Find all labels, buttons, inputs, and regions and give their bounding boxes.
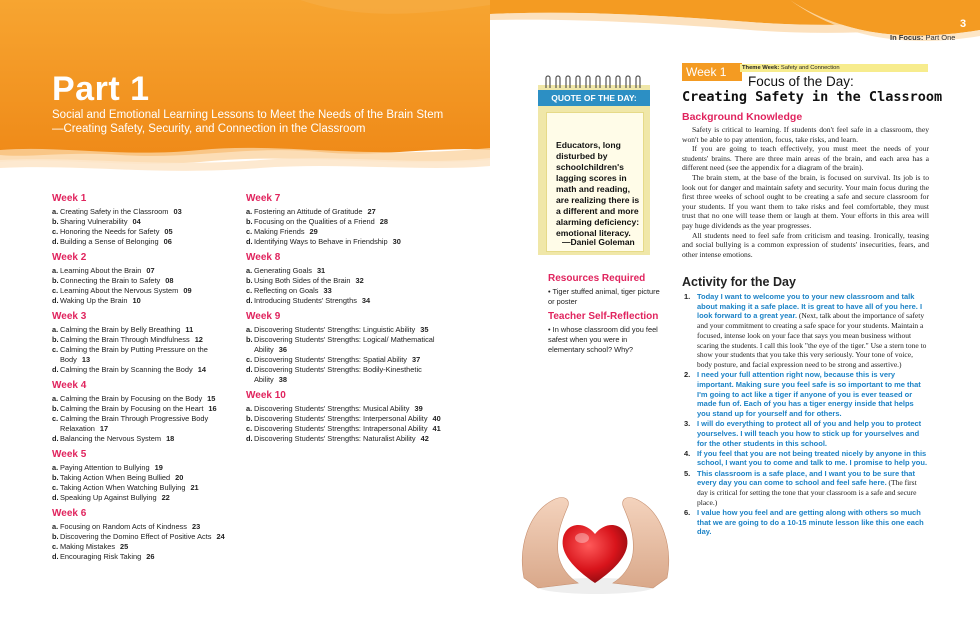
background-paragraph: All students need to feel safe from criticism and teasing. Ironically, teasing and social bullying is a common expression of students' insecurities, fears, and other intense emotions. — [682, 230, 929, 259]
toc-week-block — [52, 253, 237, 306]
toc-entry-title: Discovering Students' Strengths: Musical Ability — [254, 404, 410, 413]
toc-entry[interactable] — [52, 522, 237, 532]
toc-entry[interactable] — [52, 345, 237, 365]
toc-entry[interactable] — [52, 207, 237, 217]
toc-entry-text — [60, 237, 172, 247]
toc-entry-letter: d. — [246, 434, 253, 443]
toc-entry-title: Connecting the Brain to Safety — [60, 276, 161, 285]
toc-entry-letter: c. — [52, 483, 59, 492]
activity-item — [682, 508, 929, 537]
toc-entry-title: Introducing Students' Strengths — [254, 296, 357, 305]
toc-entry-title: Discovering Students' Strengths: Linguistic Ability — [254, 325, 416, 334]
toc-entry-text — [254, 266, 325, 276]
toc-entry-page: 15 — [207, 394, 216, 403]
running-header — [890, 33, 955, 42]
toc-entry-page: 24 — [216, 532, 225, 541]
toc-entry-title: Making Friends — [254, 227, 305, 236]
toc-entry-text — [60, 217, 141, 227]
toc-entry-letter: d. — [52, 237, 59, 246]
toc-entry-page: 14 — [197, 365, 206, 374]
toc-entry-letter: a. — [52, 394, 59, 403]
activity-item — [682, 449, 929, 468]
week-badge: Week 1 — [682, 63, 742, 81]
toc-entry-page: 23 — [191, 522, 201, 531]
toc-entry[interactable] — [246, 325, 441, 335]
reflection-item: • In whose classroom did you feel safest when you were in elementary school? Why? — [548, 325, 658, 354]
toc-entry[interactable] — [52, 266, 237, 276]
toc-entry-page: 22 — [161, 493, 170, 502]
activity-text — [697, 508, 929, 537]
toc-entry[interactable] — [52, 217, 237, 227]
toc-week-heading: Week 4 — [52, 380, 87, 391]
toc-entry-letter: c. — [52, 542, 59, 551]
toc-entry-title: Calming the Brain Through Progressive Body Relaxation — [60, 414, 209, 433]
toc-entry-title: Discovering the Domino Effect of Positive Acts — [60, 532, 212, 541]
toc-entry-letter: b. — [52, 276, 59, 285]
toc-entry-title: Calming the Brain by Scanning the Body — [60, 365, 193, 374]
toc-entry-text — [60, 493, 170, 503]
toc-week-heading: Week 2 — [52, 252, 87, 263]
lesson-title: Creating Safety in the Classroom — [682, 89, 943, 105]
toc-entry-title: Discovering Students' Strengths: Naturalist Ability — [254, 434, 416, 443]
toc-entry-text — [60, 335, 203, 345]
toc-entry-letter: a. — [52, 463, 59, 472]
toc-entry[interactable] — [52, 542, 237, 552]
quote-text: Educators, long disturbed by schoolchildren's lagging scores in math and reading, are realizing there is a different and more alarming deficiency: emotional literacy. — [556, 140, 640, 238]
running-header-rest: Part One — [925, 33, 956, 42]
toc-entry-page: 31 — [316, 266, 326, 275]
toc-entry[interactable] — [246, 365, 441, 385]
toc-entry-title: Focusing on the Qualities of a Friend — [254, 217, 375, 226]
toc-entry[interactable] — [246, 296, 441, 306]
toc-entry[interactable] — [52, 394, 237, 404]
toc-entry-page: 09 — [183, 286, 192, 295]
toc-entry-title: Paying Attention to Bullying — [60, 463, 150, 472]
toc-entry-page: 38 — [278, 375, 287, 384]
toc-entry-title: Building a Sense of Belonging — [60, 237, 159, 246]
quote-author: —Daniel Goleman — [562, 237, 635, 247]
toc-entry-text — [60, 365, 206, 375]
toc-entry[interactable] — [246, 355, 441, 365]
toc-entry-letter: a. — [52, 522, 59, 531]
toc-week-heading: Week 7 — [246, 193, 281, 204]
toc-entry-letter: b. — [52, 532, 59, 541]
toc-entry-page: 20 — [175, 473, 184, 482]
toc-entry-page: 34 — [361, 296, 371, 305]
toc-week-heading: Week 3 — [52, 311, 87, 322]
toc-entry-title: Honoring the Needs for Safety — [60, 227, 160, 236]
theme-week-value: Safety and Connection — [780, 65, 840, 71]
toc-week-block — [52, 194, 237, 247]
toc-week-block — [246, 312, 441, 385]
toc-entry-title: Focusing on Random Acts of Kindness — [60, 522, 187, 531]
toc-week-block — [52, 312, 237, 375]
toc-entry-title: Generating Goals — [254, 266, 312, 275]
toc-entry[interactable] — [246, 404, 441, 414]
toc-entry-letter: c. — [52, 414, 59, 423]
toc-entry[interactable] — [52, 434, 237, 444]
activity-item — [682, 292, 929, 370]
toc-entry-text — [254, 424, 441, 434]
reflection-heading: Teacher Self-Reflection — [548, 311, 659, 322]
toc-entry[interactable] — [246, 276, 441, 286]
toc-entry-title: Discovering Students' Strengths: Spatial Ability — [254, 355, 407, 364]
activity-item — [682, 419, 929, 448]
toc-entry-title: Learning About the Nervous System — [60, 286, 179, 295]
toc-entry[interactable] — [246, 266, 441, 276]
toc-entry-title: Creating Safety in the Classroom — [60, 207, 169, 216]
toc-entry-title: Taking Action When Being Bullied — [60, 473, 171, 482]
toc-entry-text — [60, 532, 225, 542]
toc-entry-letter: c. — [52, 286, 59, 295]
toc-entry-page: 16 — [208, 404, 217, 413]
toc-entry-text — [254, 365, 441, 385]
toc-entry-text — [254, 276, 364, 286]
toc-entry-letter: b. — [52, 473, 59, 482]
toc-entry-title: Discovering Students' Strengths: Logical/ Mathematical Ability — [254, 335, 435, 354]
toc-entry-text — [254, 207, 376, 217]
toc-entry-letter: d. — [52, 493, 59, 502]
toc-entry-page: 26 — [146, 552, 155, 561]
toc-entry-text — [60, 414, 237, 434]
toc-entry-text — [254, 434, 429, 444]
toc-week-block — [246, 391, 441, 444]
toc-entry-title: Learning About the Brain — [60, 266, 142, 275]
toc-entry-title: Reflecting on Goals — [254, 286, 319, 295]
toc-entry[interactable] — [52, 335, 237, 345]
activity-text — [697, 419, 929, 448]
activity-number: 4. — [684, 448, 691, 458]
toc-entry[interactable] — [52, 237, 237, 247]
focus-title: Focus of the Day: — [748, 74, 854, 89]
activity-script: I value how you feel and are getting along with others so much that we are going to do a 10-15 minute lesson like this one each day. — [697, 507, 924, 537]
toc-entry-page: 12 — [194, 335, 203, 344]
toc-entry-letter: a. — [246, 266, 253, 275]
activity-text — [697, 469, 929, 508]
toc-entry[interactable] — [52, 414, 237, 434]
background-heading: Background Knowledge — [682, 111, 803, 123]
toc-entry[interactable] — [246, 335, 441, 355]
toc-entry-page: 33 — [323, 286, 332, 295]
toc-entry-title: Speaking Up Against Bullying — [60, 493, 157, 502]
toc-column-1 — [52, 194, 237, 568]
toc-entry-text — [60, 463, 163, 473]
toc-entry-title: Taking Action When Watching Bullying — [60, 483, 186, 492]
toc-entry-letter: a. — [52, 207, 59, 216]
toc-entry-text — [254, 227, 318, 237]
toc-entry-text — [254, 217, 388, 227]
toc-entry[interactable] — [52, 325, 237, 335]
toc-entry[interactable] — [52, 227, 237, 237]
toc-entry-title: Identifying Ways to Behave in Friendship — [254, 237, 388, 246]
activity-text — [697, 449, 929, 468]
toc-entry-letter: d. — [52, 365, 59, 374]
top-orange-band — [490, 0, 980, 60]
toc-entry-text — [254, 296, 370, 306]
toc-entry-page: 42 — [420, 434, 429, 443]
toc-week-heading: Week 9 — [246, 311, 281, 322]
toc-entry-page: 11 — [185, 325, 194, 334]
background-paragraph: Safety is critical to learning. If students don't feel safe in a classroom, they won't be able to pay attention, focus, take risks, and learn. — [682, 125, 929, 144]
toc-entry-page: 18 — [166, 434, 175, 443]
toc-entry-text — [254, 286, 332, 296]
toc-entry-text — [254, 325, 428, 335]
toc-entry-title: Calming the Brain by Focusing on the Body — [60, 394, 203, 403]
toc-entry-page: 21 — [190, 483, 199, 492]
toc-entry-letter: c. — [246, 286, 253, 295]
toc-entry-page: 08 — [165, 276, 174, 285]
toc-entry-letter: c. — [246, 355, 253, 364]
toc-entry-letter: d. — [52, 296, 59, 305]
toc-entry-page: 29 — [309, 227, 318, 236]
hands-heart-image — [518, 478, 673, 598]
toc-week-block — [246, 194, 441, 247]
toc-entry[interactable] — [52, 463, 237, 473]
toc-entry-text — [60, 276, 173, 286]
activity-item — [682, 370, 929, 419]
toc-entry-title: Balancing the Nervous System — [60, 434, 162, 443]
activity-number: 2. — [684, 370, 691, 380]
activity-number: 6. — [684, 507, 691, 517]
background-paragraph: The brain stem, at the base of the brain, is focused on survival. Its job is to look out for danger and maintain safety and security. Your main focus during the first three weeks of school ought to be creating a safe and secure classroom for your students. If you want them to take risks and feel comfortable, they must trust that no one will tease them or laugh at them. Your efforts in this area will pay huge dividends as the year progresses. — [682, 172, 929, 230]
toc-entry-text — [60, 434, 174, 444]
toc-entry-page: 19 — [154, 463, 163, 472]
activity-item — [682, 469, 929, 508]
toc-entry-letter: c. — [52, 227, 59, 236]
toc-entry-page: 06 — [163, 237, 172, 246]
toc-entry[interactable] — [52, 473, 237, 483]
toc-week-block — [52, 509, 237, 562]
toc-entry-letter: c. — [52, 345, 59, 354]
toc-entry[interactable] — [246, 217, 441, 227]
toc-entry-text — [60, 296, 141, 306]
toc-week-block — [246, 253, 441, 306]
toc-entry-letter: b. — [246, 414, 253, 423]
notepad-rings — [540, 74, 650, 88]
toc-entry[interactable] — [52, 296, 237, 306]
toc-entry[interactable] — [246, 414, 441, 424]
toc-entry-text — [60, 345, 237, 365]
toc-entry-page: 30 — [392, 237, 401, 246]
toc-entry-title: Calming the Brain by Belly Breathing — [60, 325, 181, 334]
toc-entry-text — [60, 473, 183, 483]
toc-entry-page: 03 — [173, 207, 182, 216]
activity-number: 1. — [684, 292, 691, 301]
toc-entry-page: 13 — [81, 355, 91, 364]
toc-week-block — [52, 381, 237, 444]
reflection-item-text: In whose classroom did you feel safest when you were in elementary school? Why? — [548, 325, 658, 354]
toc-entry-page: 17 — [99, 424, 109, 433]
right-page — [490, 0, 980, 627]
toc-entry-page: 40 — [432, 414, 441, 423]
toc-entry[interactable] — [246, 207, 441, 217]
toc-entry-text — [60, 394, 215, 404]
toc-entry-page: 07 — [146, 266, 155, 275]
toc-entry-text — [254, 404, 423, 414]
toc-entry-letter: a. — [52, 266, 59, 275]
toc-entry[interactable] — [52, 276, 237, 286]
toc-entry-page: 37 — [412, 355, 421, 364]
toc-entry-title: Discovering Students' Strengths: Bodily-Kinesthetic Ability — [254, 365, 422, 384]
toc-entry-letter: b. — [246, 276, 253, 285]
activity-text — [697, 292, 929, 370]
toc-entry[interactable] — [246, 227, 441, 237]
toc-entry-letter: a. — [52, 325, 59, 334]
page-number: 3 — [960, 18, 967, 30]
toc-entry-title: Waking Up the Brain — [60, 296, 128, 305]
toc-entry-text — [60, 207, 182, 217]
toc-entry-letter: c. — [246, 424, 253, 433]
toc-entry-title: Discovering Students' Strengths: Interpersonal Ability — [254, 414, 428, 423]
toc-entry-letter: d. — [246, 296, 253, 305]
activity-heading: Activity for the Day — [682, 275, 796, 289]
toc-entry-page: 36 — [278, 345, 287, 354]
quote-heading: QUOTE OF THE DAY: — [538, 90, 650, 106]
toc-entry-title: Calming the Brain by Focusing on the Heart — [60, 404, 204, 413]
activity-note: (Next, talk about the importance of safety and your commitment to creating a safe space for your students. Maintain a focused, intense look on your face that says you mean business without scaring the students. I call this look "the eye of the tiger." Use a stern tone to show your students that you take this very seriously. Your tone of voice, body posture, and facial expression need to be strong and assertive.) — [697, 311, 927, 369]
toc-entry-title: Calming the Brain by Putting Pressure on the Body — [60, 345, 208, 364]
running-header-bold: In Focus: — [890, 33, 924, 42]
toc-entry[interactable] — [246, 424, 441, 434]
toc-entry-letter: d. — [246, 365, 253, 374]
activity-script: I need your full attention right now, because this is very important. Making sure you feel safe is so important to me that I'm going to act like a tiger if anyone of you is ever teased or made fun of. Each of you has a tiger energy inside that helps you stand up for yourself and for others. — [697, 370, 921, 418]
toc-entry-text — [60, 227, 173, 237]
toc-entry-title: Making Mistakes — [60, 542, 116, 551]
toc-entry-text — [60, 325, 193, 335]
activity-number: 3. — [684, 419, 691, 429]
toc-entry-title: Discovering Students' Strengths: Intrapersonal Ability — [254, 424, 428, 433]
toc-entry-text — [60, 522, 200, 532]
toc-entry-title: Encouraging Risk Taking — [60, 552, 142, 561]
toc-entry-page: 05 — [164, 227, 173, 236]
toc-entry-title: Using Both Sides of the Brain — [254, 276, 351, 285]
toc-entry-letter: c. — [246, 227, 253, 236]
toc-entry-letter: b. — [52, 404, 59, 413]
background-body — [682, 125, 929, 259]
toc-entry-title: Sharing Vulnerability — [60, 217, 128, 226]
toc-entry[interactable] — [52, 552, 237, 562]
toc-entry[interactable] — [246, 286, 441, 296]
toc-week-heading: Week 5 — [52, 449, 87, 460]
resources-item-text: Tiger stuffed animal, tiger picture or poster — [548, 287, 660, 306]
toc-entry-title: Calming the Brain Through Mindfulness — [60, 335, 190, 344]
toc-week-heading: Week 6 — [52, 508, 87, 519]
toc-week-heading: Week 8 — [246, 252, 281, 263]
toc-entry-text — [254, 335, 441, 355]
activity-script: If you feel that you are not being treated nicely by anyone in this school, I want you to come and talk to me. I promise to help you. — [697, 448, 928, 468]
part-subtitle: Social and Emotional Learning Lessons to Meet the Needs of the Brain Stem—Creating Safety, Security, and Connection in the Classroom — [52, 109, 444, 135]
toc-entry[interactable] — [52, 483, 237, 493]
toc-entry-title: Fostering an Attitude of Gratitude — [254, 207, 363, 216]
resources-item: • Tiger stuffed animal, tiger picture or poster — [548, 287, 660, 306]
toc-entry-page: 32 — [355, 276, 364, 285]
toc-entry-text — [60, 286, 192, 296]
toc-entry-letter: a. — [246, 404, 253, 413]
toc-week-heading: Week 1 — [52, 193, 87, 204]
toc-entry-letter: d. — [246, 237, 253, 246]
toc-column-2 — [246, 194, 441, 450]
toc-entry-text — [254, 414, 441, 424]
toc-entry-letter: a. — [246, 325, 253, 334]
activity-text — [697, 370, 929, 419]
activity-script: This classroom is a safe place, and I want you to be sure that every day you can come to school and feel safe here. — [697, 468, 915, 488]
toc-entry-page: 35 — [420, 325, 429, 334]
toc-entry-letter: b. — [52, 217, 59, 226]
activity-number: 5. — [684, 468, 691, 478]
resources-heading: Resources Required — [548, 273, 646, 284]
toc-entry-letter: b. — [52, 335, 59, 344]
toc-entry-text — [60, 266, 155, 276]
toc-entry-text — [254, 355, 420, 365]
toc-entry[interactable] — [246, 237, 441, 247]
toc-entry-text — [60, 483, 199, 493]
background-paragraph: If you are going to teach effectively, you must meet the needs of your students' brains. There are three main areas of the brain, and each area has a different need (see the appendix for a diagram of the brain). — [682, 144, 929, 173]
toc-entry-letter: d. — [52, 552, 59, 561]
toc-entry-page: 39 — [414, 404, 423, 413]
toc-entry-text — [60, 552, 154, 562]
toc-entry-letter: b. — [246, 217, 253, 226]
toc-entry[interactable] — [246, 434, 441, 444]
toc-entry-page: 41 — [432, 424, 441, 433]
toc-entry-page: 10 — [132, 296, 141, 305]
activity-note: (The first day is critical for setting the tone that your classroom is a safe and secure place.) — [697, 478, 917, 507]
toc-entry-letter: b. — [246, 335, 253, 344]
toc-week-heading: Week 10 — [246, 390, 286, 401]
toc-entry[interactable] — [52, 286, 237, 296]
toc-entry-page: 28 — [379, 217, 389, 226]
toc-entry-letter: d. — [52, 434, 59, 443]
toc-entry[interactable] — [52, 493, 237, 503]
theme-week-label: Theme Week: — [742, 65, 780, 71]
toc-entry[interactable] — [52, 365, 237, 375]
toc-week-block — [52, 450, 237, 503]
toc-entry-page: 25 — [120, 542, 129, 551]
toc-entry-text — [254, 237, 401, 247]
toc-entry-text — [60, 542, 128, 552]
activity-script: Today I want to welcome you to your new classroom and talk about making it a safe place. It is great to have all of you here. I look forward to a great year. — [697, 292, 923, 321]
toc-entry-letter: a. — [246, 207, 253, 216]
toc-entry-page: 04 — [132, 217, 141, 226]
part-title: Part 1 — [52, 70, 150, 108]
toc-entry-text — [60, 404, 217, 414]
theme-week — [740, 64, 928, 72]
toc-entry-page: 27 — [367, 207, 376, 216]
toc-entry[interactable] — [52, 404, 237, 414]
activity-script: I will do everything to protect all of you and help you to protect yourselves. I will teach you how to stick up for yourselves and for the other students in this school. — [697, 419, 922, 448]
activity-list — [682, 292, 929, 538]
toc-entry[interactable] — [52, 532, 237, 542]
